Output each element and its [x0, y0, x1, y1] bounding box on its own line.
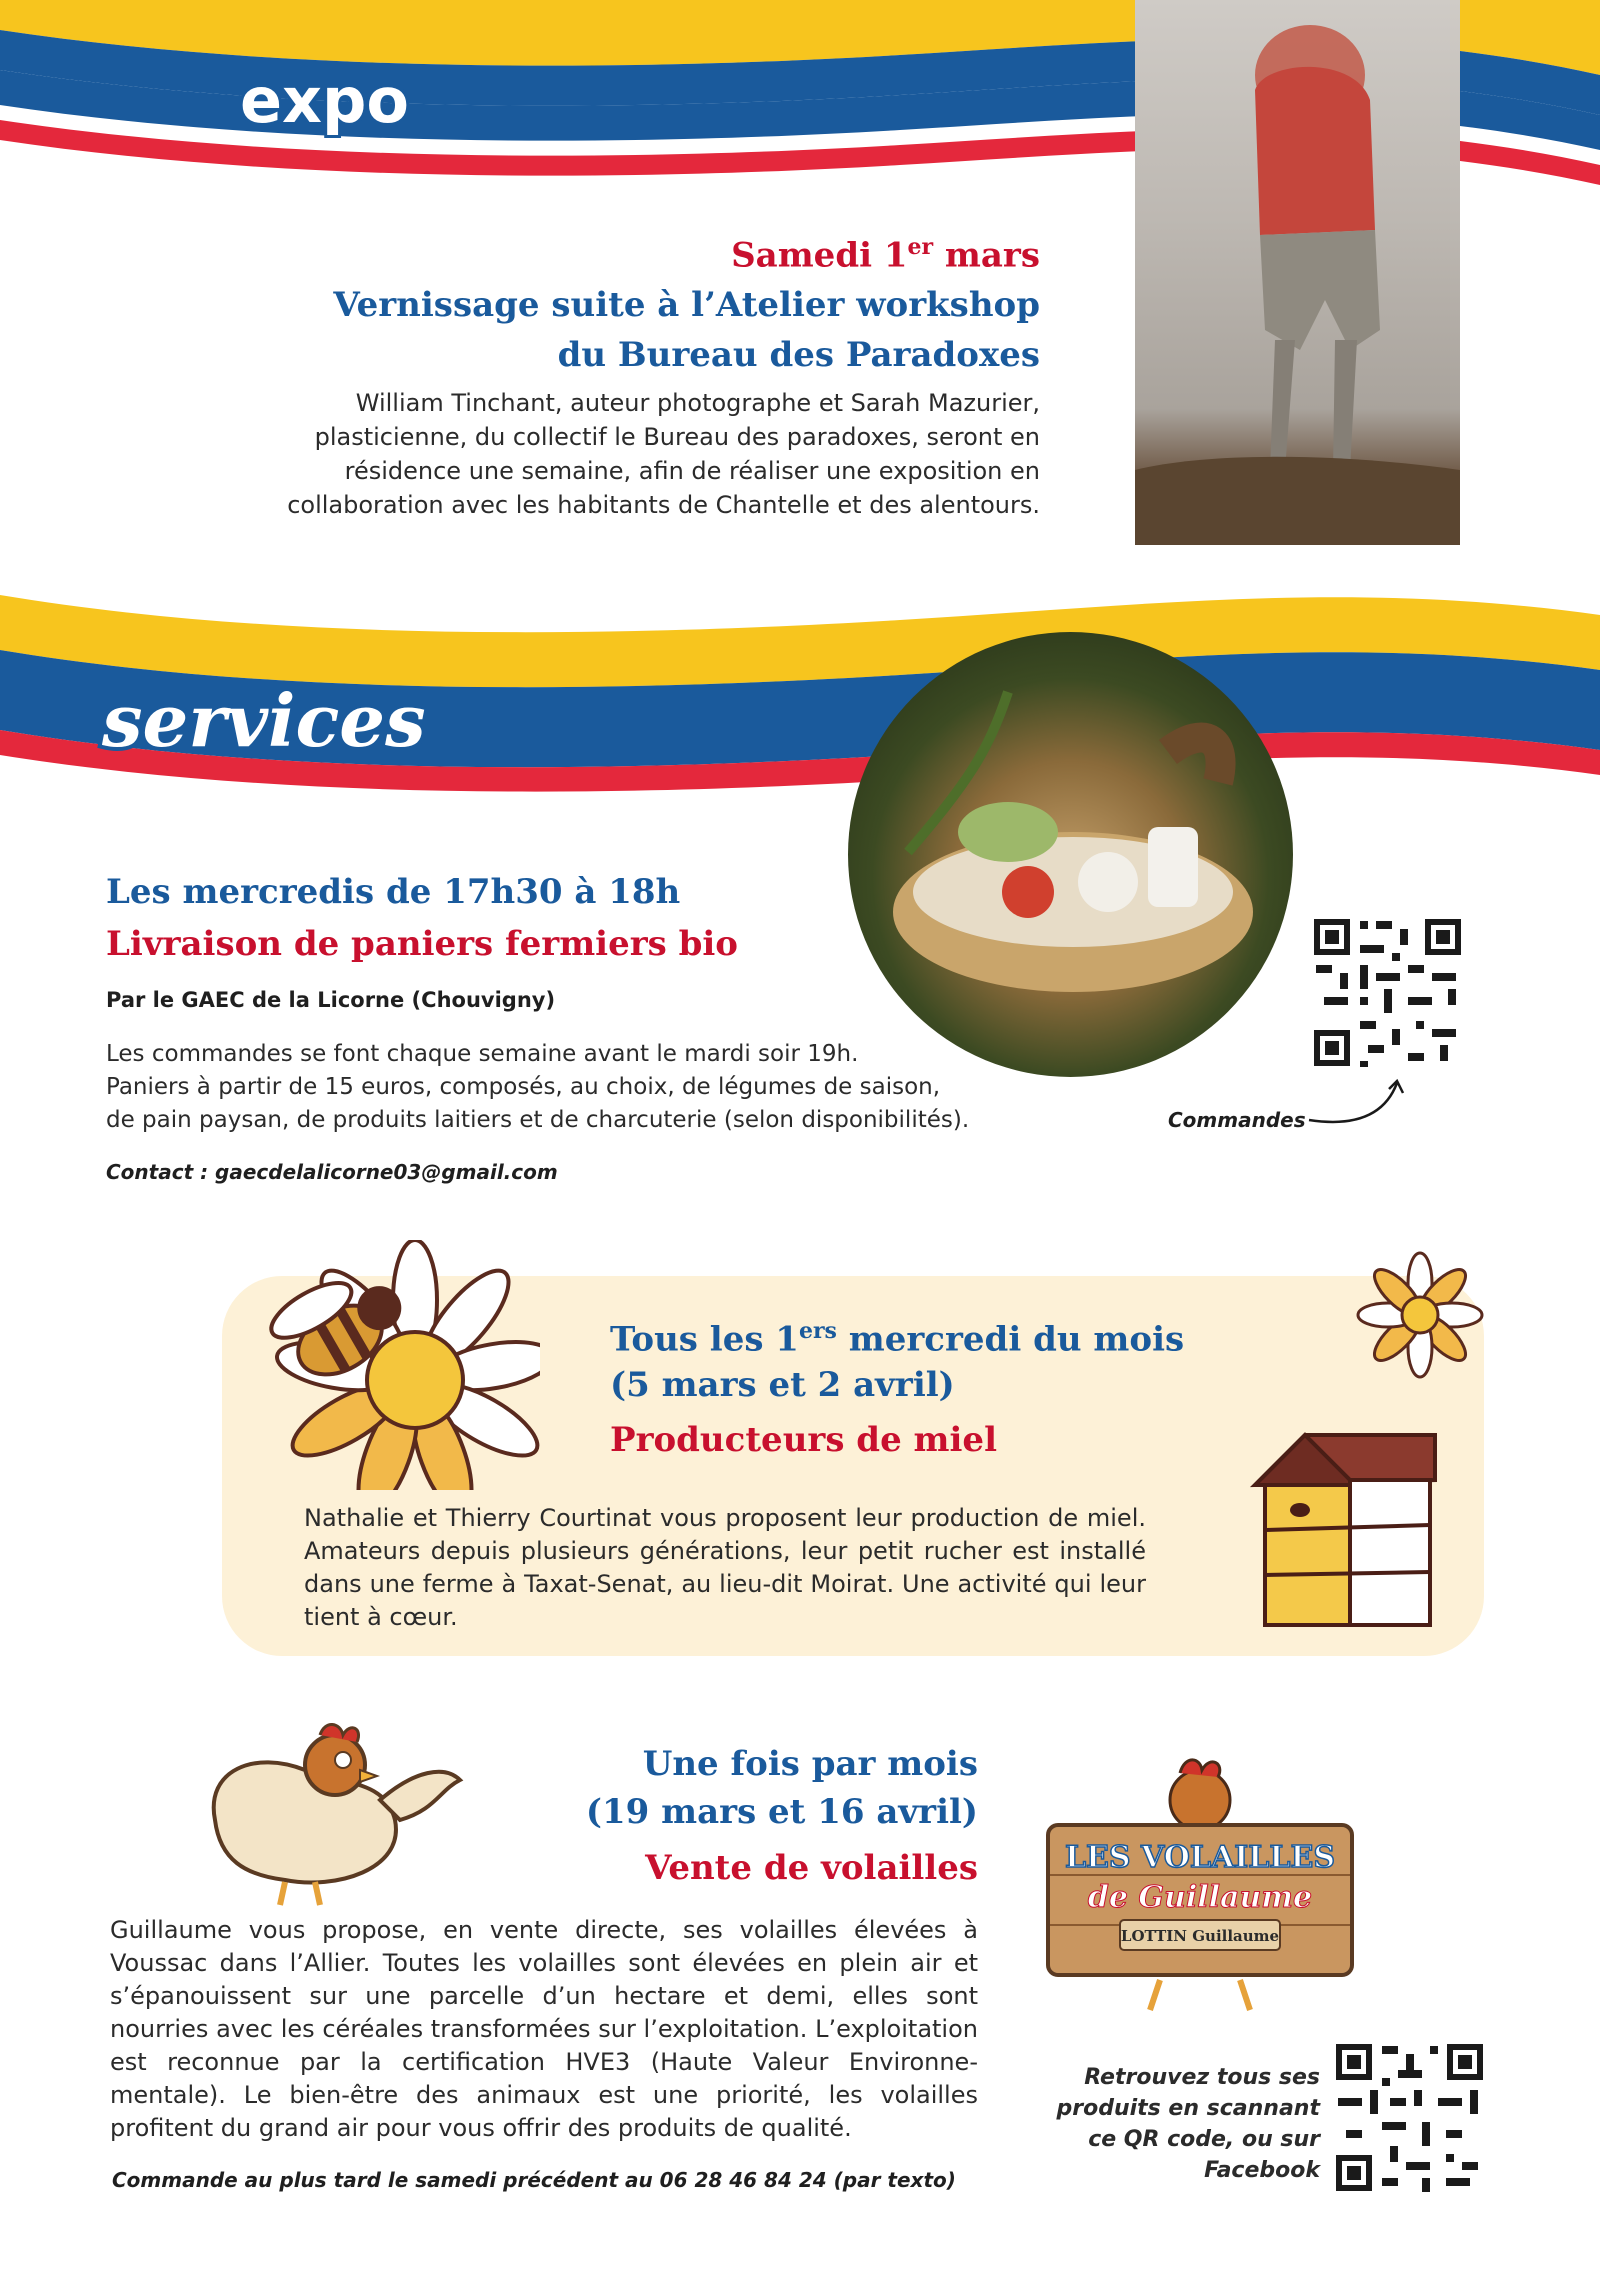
- services-body-line1: Les commandes se font chaque semaine avant le mardi soir 19h.: [106, 1041, 859, 1067]
- honey-title: Producteurs de miel: [610, 1420, 997, 1460]
- expo-heading: [333, 222, 1040, 380]
- services-title: Livraison de paniers fermiers bio: [106, 924, 738, 964]
- logo-line2: de Guillaume: [1087, 1880, 1313, 1915]
- services-schedule: Les mercredis de 17h30 à 18h: [106, 872, 681, 912]
- expo-date-prefix: Samedi 1: [731, 235, 908, 276]
- poultry-line2: (19 mars et 16 avril): [585, 1792, 978, 1832]
- expo-date-suffix: mars: [933, 235, 1040, 276]
- bee-flower-illustration: [240, 1240, 540, 1490]
- services-body-line3: de pain paysan, de produits laitiers et de charcuterie (selon disponibilités).: [106, 1107, 970, 1133]
- logo-line1: LES VOLAILLES: [1064, 1840, 1336, 1875]
- volailles-de-guillaume-logo: [1040, 1755, 1360, 2025]
- basket-photo: [848, 632, 1293, 1077]
- poultry-title: Vente de volailles: [645, 1848, 978, 1888]
- services-badge: [96, 668, 516, 778]
- services-badge-text: services: [102, 678, 426, 763]
- expo-badge-text: expo: [240, 64, 410, 137]
- orders-qr-code[interactable]: [1310, 915, 1465, 1070]
- honey-description: Nathalie et Thierry Courtinat vous proposent leur production de miel. Amateurs depuis plusieurs générations, leur petit rucher est installé dans une ferme à Taxat-Senat, au lieu-dit Moirat. Une activité qui leur tient à cœur.: [304, 1504, 1146, 1631]
- hen-illustration: [195, 1710, 465, 1910]
- poultry-description: Guillaume vous propose, en vente directe, ses volailles élevées à Voussac dans l’Allier. Toutes les volailles sont élevées en plein air et s’épanouissent sur une parcelle d’un hectare et demi, elles sont nourries avec les céréales transformées sur l’exploitation. L’exploitation est reconnue par la certification HVE3 (Haute Valeur Environnementale). Le bien-être des animaux est une priorité, les volailles profitent du grand air pour vous offrir des produits de qualité.: [110, 1916, 978, 2142]
- expo-title-line1: Vernissage suite à l’Atelier workshop: [333, 285, 1040, 326]
- honey-line1-suffix: mercredi du mois: [836, 1319, 1185, 1360]
- services-producer: Par le GAEC de la Licorne (Chouvigny): [106, 988, 556, 1012]
- curved-arrow-icon: [1305, 1075, 1415, 1135]
- services-description: [106, 1038, 1086, 1137]
- expo-title-line2: du Bureau des Paradoxes: [557, 335, 1040, 376]
- expo-badge: [232, 62, 502, 142]
- beehive-illustration: [1245, 1425, 1445, 1635]
- poultry-order-info: Commande au plus tard le samedi précédent au 06 28 46 84 24 (par texto): [112, 2168, 956, 2192]
- expo-artwork-photo: [1135, 0, 1460, 545]
- logo-line3: LOTTIN Guillaume: [1120, 1927, 1280, 1945]
- poultry-qr-text: Retrouvez tous ses produits en scannant ce QR code, ou sur Facebook: [1056, 2065, 1320, 2183]
- honey-schedule: [610, 1308, 1184, 1408]
- honey-line2: (5 mars et 2 avril): [610, 1365, 955, 1406]
- expo-date-sup: er: [907, 234, 934, 260]
- poultry-schedule: [586, 1740, 978, 1836]
- orders-qr-label: Commandes: [1168, 1108, 1306, 1132]
- services-body-line2: Paniers à partir de 15 euros, composés, au choix, de légumes de saison,: [106, 1074, 941, 1100]
- expo-date: [333, 222, 1040, 280]
- services-contact: Contact : gaecdelalicorne03@gmail.com: [106, 1160, 558, 1184]
- expo-description: William Tinchant, auteur photographe et Sarah Mazurier, plasticienne, du collectif le Bureau des paradoxes, seront en résidence une semaine, afin de réaliser une exposition en collaboration avec les habitants de Chantelle et des alentours.: [287, 389, 1040, 519]
- honey-line1-prefix: Tous les 1: [610, 1319, 799, 1360]
- daisy-illustration: [1355, 1250, 1485, 1380]
- honey-line1: [610, 1308, 1184, 1362]
- honey-line1-sup: ers: [798, 1318, 837, 1344]
- poultry-qr-code[interactable]: [1332, 2040, 1487, 2195]
- poultry-line1: Une fois par mois: [642, 1744, 978, 1784]
